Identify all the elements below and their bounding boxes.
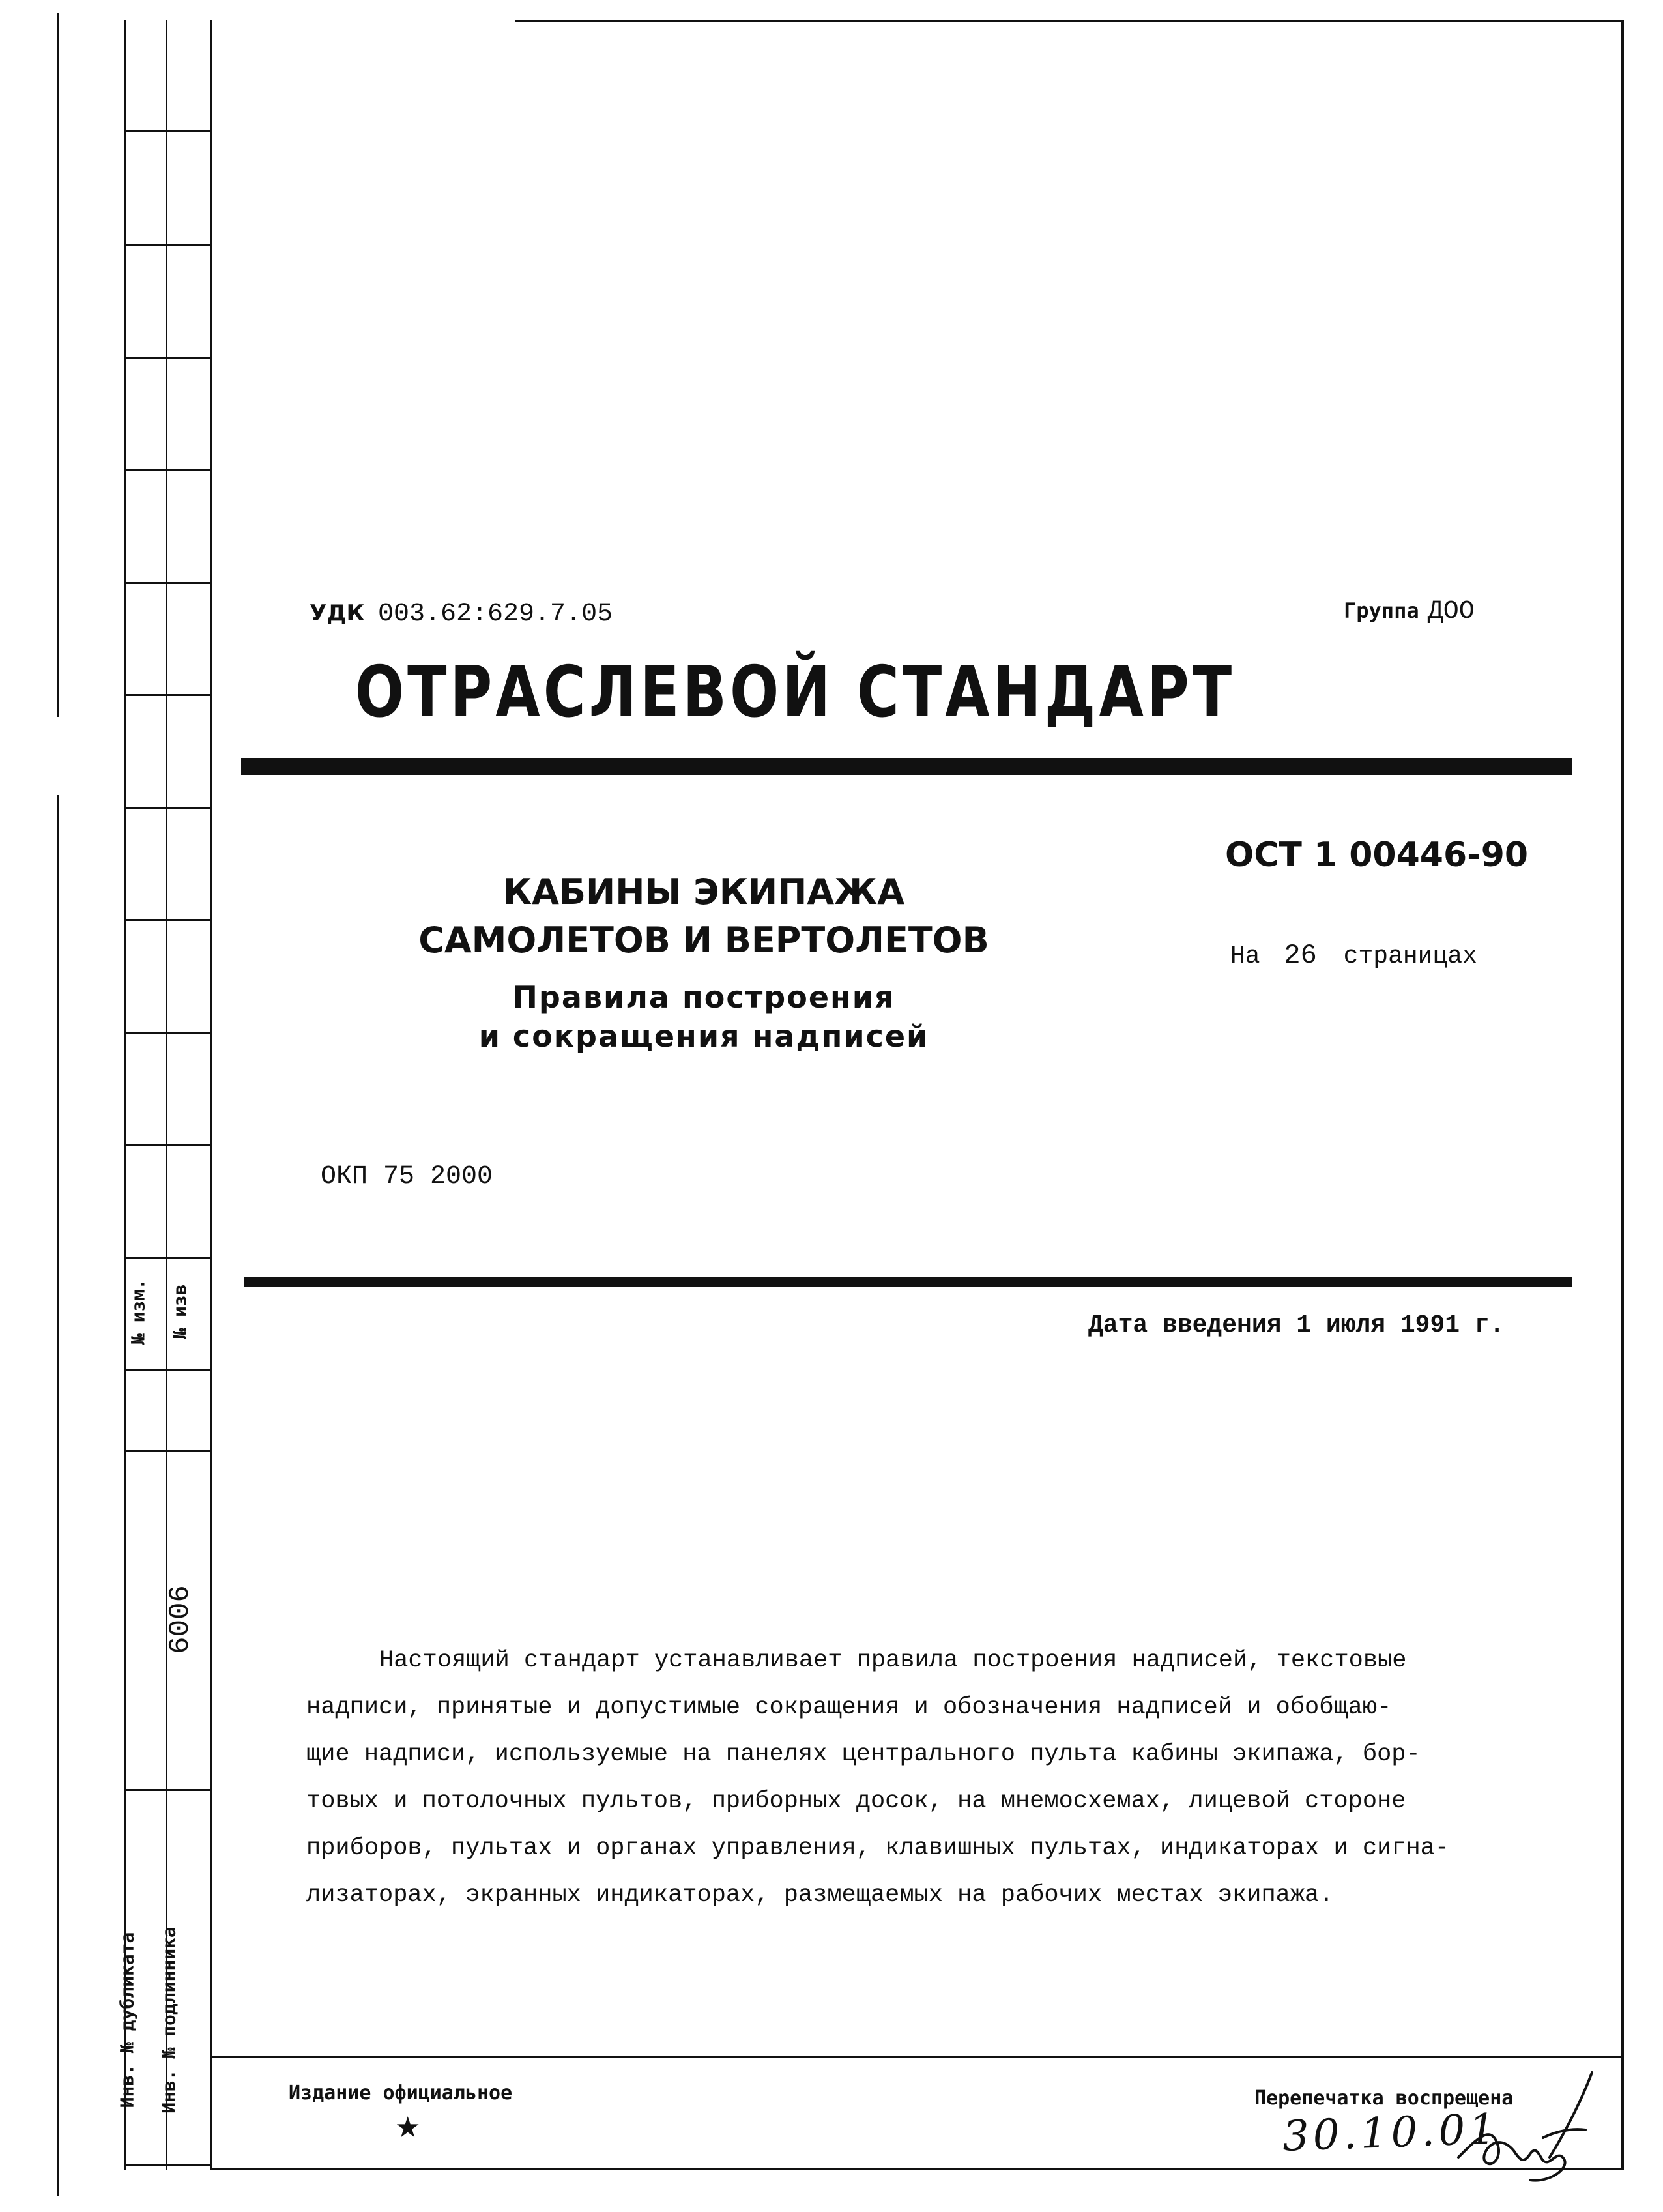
scope-line: надписи, принятые и допустимые сокращения и обозначения надписей и обобщаю- — [306, 1694, 1392, 1721]
document-code: ОСТ 1 00446-90 — [1225, 836, 1529, 875]
margin-label-izm: № изм. — [127, 1278, 149, 1345]
group-value: ДОО — [1427, 597, 1475, 626]
page-title: ОТРАСЛЕВОЙ СТАНДАРТ — [354, 652, 1236, 733]
margin-label-izv: № изв — [169, 1284, 191, 1339]
scan-edge-line — [57, 13, 59, 717]
handwritten-signature — [1452, 2059, 1608, 2190]
document-name-line2: САМОЛЕТОВ И ВЕРТОЛЕТОВ — [418, 920, 989, 961]
margin-inventory-number: 6006 — [164, 1585, 197, 1654]
document-name — [365, 868, 1043, 1056]
scope-line: щие надписи, используемые на панелях центрального пульта кабины экипажа, бор- — [306, 1741, 1421, 1768]
introduction-date: Дата введения 1 июля 1991 г. — [1088, 1311, 1505, 1339]
scope-paragraph — [306, 1637, 1531, 1919]
handwritten-date: 30.10.01 — [1281, 2105, 1501, 2161]
scan-edge-line — [57, 795, 59, 2196]
group-label: Группа — [1344, 598, 1419, 623]
scope-line: Настоящий стандарт устанавливает правила построения надписей, текстовые — [379, 1647, 1407, 1674]
document-subtitle-line2: и сокращения надписей — [478, 1019, 929, 1054]
okp-rule — [244, 1277, 1572, 1287]
star-icon: ★ — [395, 2111, 421, 2144]
title-rule — [241, 758, 1572, 775]
page-count-line — [1230, 940, 1477, 971]
scope-line: приборов, пультах и органах управления, клавишных пультах, индикаторах и сигна- — [306, 1835, 1450, 1862]
document-name-line1: КАБИНЫ ЭКИПАЖА — [502, 871, 905, 912]
scope-line: товых и потолочных пультов, приборных досок, на мнемосхемах, лицевой стороне — [306, 1788, 1406, 1815]
pages-count: 26 — [1284, 940, 1317, 971]
footer-rule — [210, 2056, 1624, 2058]
udk-value: 003.62:629.7.05 — [378, 600, 613, 629]
udk-label: УДК — [310, 600, 365, 626]
margin-label-original: Инв. № подлинника — [158, 1927, 180, 2114]
udk-line — [310, 597, 613, 629]
scope-line: лизаторах, экранных индикаторах, размещаемых на рабочих местах экипажа. — [306, 1882, 1334, 1909]
reprint-prohibited: Перепечатка воспрещена — [1254, 2087, 1514, 2110]
margin-label-duplicate: Инв. № дубликата — [116, 1932, 138, 2108]
group-line — [1344, 597, 1475, 626]
official-edition: Издание официальное — [289, 2082, 513, 2104]
okp-code: ОКП 75 2000 — [321, 1162, 493, 1191]
pages-prefix: На — [1230, 942, 1260, 970]
pages-suffix: страницах — [1343, 942, 1477, 970]
document-subtitle-line1: Правила построения — [512, 980, 895, 1015]
